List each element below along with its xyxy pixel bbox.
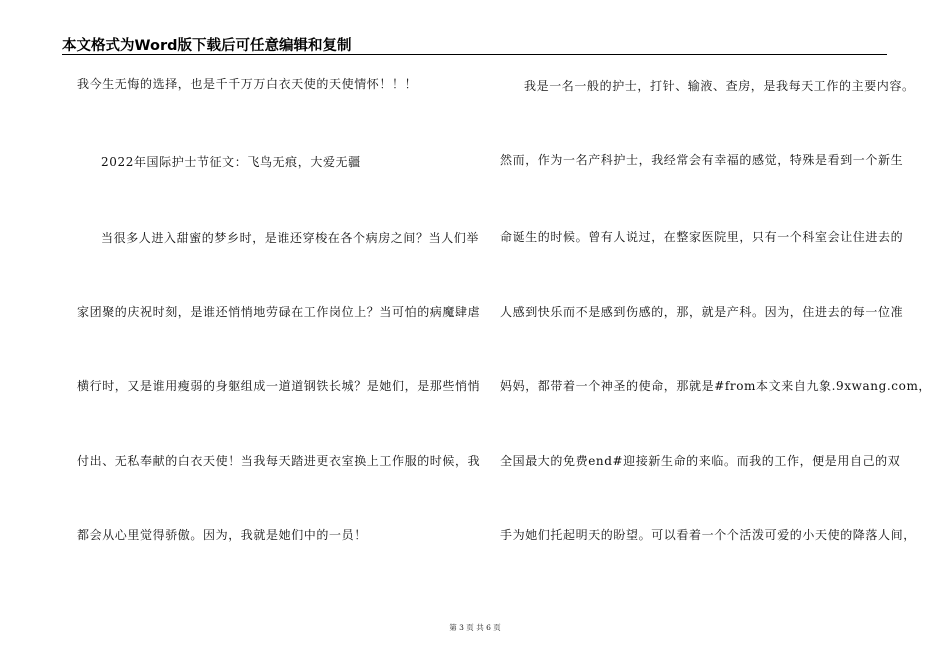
page-number: 第 3 页 共 6 页 [449,623,501,632]
paragraph-line: 当很多人进入甜蜜的梦乡时，是谁还穿梭在各个病房之间？当人们举 [101,231,480,245]
paragraph-line: 横行时，又是谁用瘦弱的身躯组成一道道钢铁长城？是她们，是那些悄悄 [77,379,481,393]
paragraph-line: 都会从心里觉得骄傲。因为，我就是她们中的一员！ [77,528,367,542]
paragraph-line: 命诞生的时候。曾有人说过，在整家医院里，只有一个科室会让住进去的 [500,230,904,244]
paragraph-line: 人感到快乐而不是感到伤感的，那，就是产科。因为，住进去的每一位准 [500,305,904,319]
paragraph-line: 全国最大的免费end#迎接新生命的来临。而我的工作，便是用自己的双 [500,454,901,468]
paragraph-line: 我今生无悔的选择，也是千千万万白衣天使的天使情怀！！！ [77,77,418,91]
essay-title-line: 2022年国际护士节征文：飞鸟无痕，大爱无疆 [101,155,361,169]
paragraph-line: 手为她们托起明天的盼望。可以看着一个个活泼可爱的小天使的降落人间， [500,528,916,542]
document-header-title: 本文格式为Word版下载后可任意编辑和复制 [62,38,352,54]
paragraph-line: 我是一名一般的护士，打针、输液、查房，是我每天工作的主要内容。 [524,79,915,93]
paragraph-line: 付出、无私奉献的白衣天使！当我每天踏进更衣室换上工作服的时候，我 [77,454,481,468]
paragraph-line: 妈妈，都带着一个神圣的使命，那就是#from本文来自九象.9xwang.com， [500,379,932,393]
header-divider [62,54,887,55]
paragraph-line: 然而，作为一名产科护士，我经常会有幸福的感觉，特殊是看到一个新生 [500,153,904,167]
paragraph-line: 家团聚的庆祝时刻，是谁还悄悄地劳碌在工作岗位上？当可怕的病魔肆虐 [77,305,481,319]
